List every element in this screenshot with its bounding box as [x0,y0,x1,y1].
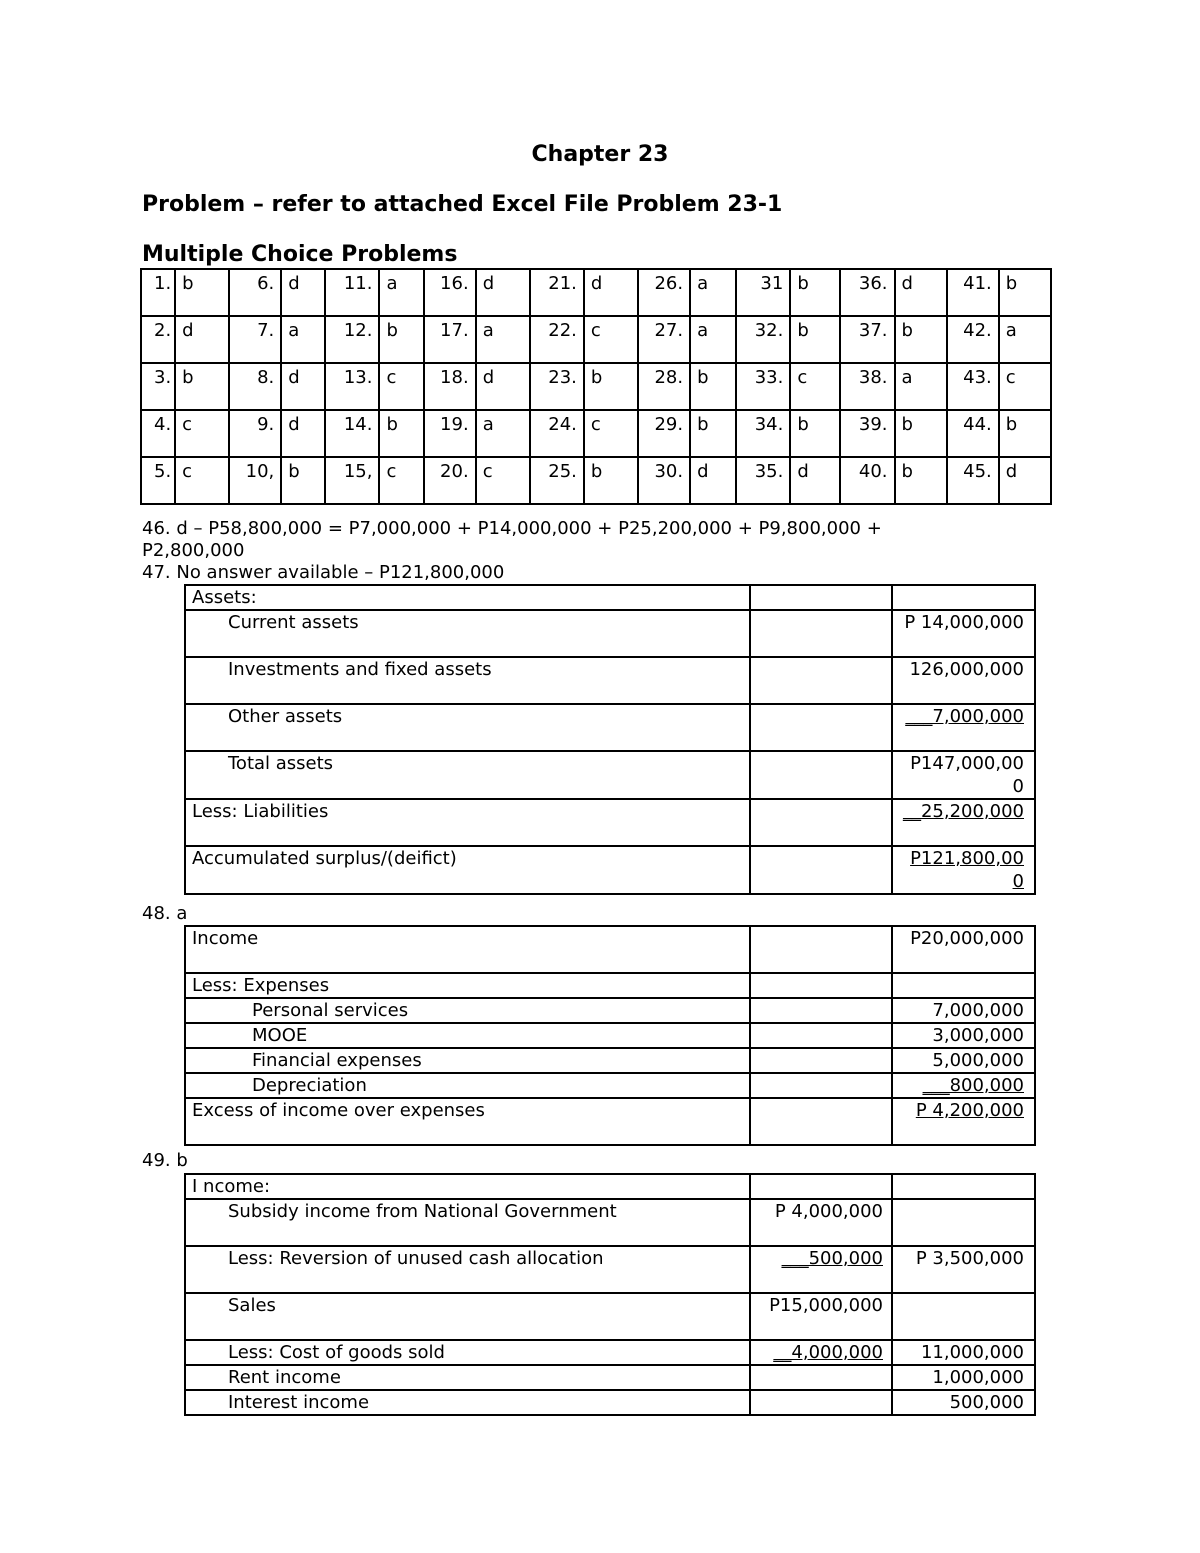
q48-statement-table [184,925,1036,1146]
q49-row-col2 [750,1390,892,1415]
q48-row-col3: P20,000,000 [892,926,1035,973]
q47-row-label: Total assets [185,751,750,799]
question-number: 12. [325,316,379,363]
q48-row-col2 [750,998,892,1023]
question-number: 17. [424,316,476,363]
question-number: 24. [530,410,584,457]
answer-letter: a [476,410,530,457]
question-number: 14. [325,410,379,457]
question-number: 29. [638,410,690,457]
answer-letter: a [690,316,736,363]
question-number: 16. [424,269,476,316]
answer-letter: b [790,269,840,316]
question-number: 45. [947,457,999,504]
answer-letter: b [999,269,1051,316]
q48-row-col2 [750,1073,892,1098]
q49-row-col3 [892,1174,1035,1199]
question-number: 5. [141,457,175,504]
question-number: 39. [840,410,894,457]
answer-letter: c [175,457,229,504]
multiple-choice-answer-table [140,268,1052,505]
answer-letter: b [584,457,638,504]
q47-row-col3: __25,200,000 [892,799,1035,846]
q48-row-col3 [892,973,1035,998]
answer-letter: b [175,269,229,316]
answer-letter: d [790,457,840,504]
q48-row-col2 [750,1048,892,1073]
q47-row-col2 [750,846,892,894]
q48-row-label: MOOE [185,1023,750,1048]
q49-row-col2: P 4,000,000 [750,1199,892,1246]
question-number: 30. [638,457,690,504]
answer-letter: a [379,269,423,316]
q47-row-label: Current assets [185,610,750,657]
question-number: 13. [325,363,379,410]
question-number: 42. [947,316,999,363]
q49-row-label: Less: Reversion of unused cash allocation [185,1246,750,1293]
q47-row-col2 [750,657,892,704]
answer-letter: b [790,410,840,457]
q48-row-col2 [750,973,892,998]
answer-letter: d [895,269,947,316]
question-number: 8. [229,363,281,410]
q46-answer-line1: 46. d – P58,800,000 = P7,000,000 + P14,000,000 + P25,200,000 + P9,800,000 + [142,518,882,539]
question-number: 7. [229,316,281,363]
q47-row-label: Accumulated surplus/(deifict) [185,846,750,894]
question-number: 25. [530,457,584,504]
answer-letter: b [895,410,947,457]
mc-row [141,269,1051,316]
q49-row-col3 [892,1293,1035,1340]
question-number: 31 [736,269,790,316]
q49-row-label: Interest income [185,1390,750,1415]
q47-statement-table [184,584,1036,895]
mc-row [141,363,1051,410]
question-number: 26. [638,269,690,316]
multiple-choice-heading: Multiple Choice Problems [142,242,458,267]
mc-row [141,410,1051,457]
q47-row-col2 [750,799,892,846]
q48-row-label: Personal services [185,998,750,1023]
answer-letter: d [999,457,1051,504]
q49-row-col2: __4,000,000 [750,1340,892,1365]
q47-row-label: Less: Liabilities [185,799,750,846]
mc-row [141,316,1051,363]
question-number: 19. [424,410,476,457]
q49-row-label: Less: Cost of goods sold [185,1340,750,1365]
q49-row-col3: 500,000 [892,1390,1035,1415]
q47-row-col3: ___7,000,000 [892,704,1035,751]
q47-heading: 47. No answer available – P121,800,000 [142,562,505,583]
question-number: 43. [947,363,999,410]
q49-row-col3: P 3,500,000 [892,1246,1035,1293]
answer-letter: b [790,316,840,363]
q48-row-label: Depreciation [185,1073,750,1098]
question-number: 18. [424,363,476,410]
question-number: 4. [141,410,175,457]
answer-letter: c [584,316,638,363]
question-number: 3. [141,363,175,410]
q49-statement-table [184,1173,1036,1416]
answer-letter: b [690,410,736,457]
answer-letter: b [175,363,229,410]
question-number: 9. [229,410,281,457]
answer-letter: a [999,316,1051,363]
question-number: 21. [530,269,584,316]
answer-letter: c [175,410,229,457]
q48-heading: 48. a [142,903,188,924]
q47-row-col3: 126,000,000 [892,657,1035,704]
answer-letter: b [895,457,947,504]
answer-letter: d [690,457,736,504]
question-number: 6. [229,269,281,316]
question-number: 33. [736,363,790,410]
answer-letter: d [281,410,325,457]
q49-row-col2 [750,1365,892,1390]
question-number: 1. [141,269,175,316]
q49-row-label: I ncome: [185,1174,750,1199]
q49-row-label: Rent income [185,1365,750,1390]
question-number: 41. [947,269,999,316]
question-number: 27. [638,316,690,363]
q48-row-col3: P 4,200,000 [892,1098,1035,1145]
answer-letter: d [175,316,229,363]
answer-letter: c [584,410,638,457]
q49-row-col2: P15,000,000 [750,1293,892,1340]
q49-row-col3: 1,000,000 [892,1365,1035,1390]
q47-row-label: Assets: [185,585,750,610]
question-number: 34. [736,410,790,457]
q48-row-col2 [750,1023,892,1048]
q49-row-label: Subsidy income from National Government [185,1199,750,1246]
q49-row-col3 [892,1199,1035,1246]
answer-letter: a [476,316,530,363]
question-number: 2. [141,316,175,363]
question-number: 44. [947,410,999,457]
q47-row-label: Other assets [185,704,750,751]
answer-letter: a [690,269,736,316]
question-number: 15, [325,457,379,504]
answer-letter: b [281,457,325,504]
answer-letter: b [895,316,947,363]
q46-answer-line2: P2,800,000 [142,540,245,561]
answer-letter: c [379,457,423,504]
answer-letter: c [790,363,840,410]
q49-row-col3: 11,000,000 [892,1340,1035,1365]
question-number: 10, [229,457,281,504]
q48-row-col3: ___800,000 [892,1073,1035,1098]
question-number: 37. [840,316,894,363]
q47-row-col3: P 14,000,000 [892,610,1035,657]
q48-row-col3: 5,000,000 [892,1048,1035,1073]
q47-row-col2 [750,610,892,657]
answer-letter: c [476,457,530,504]
question-number: 23. [530,363,584,410]
answer-letter: b [999,410,1051,457]
q47-row-col2 [750,585,892,610]
question-number: 36. [840,269,894,316]
q48-row-col3: 3,000,000 [892,1023,1035,1048]
mc-row [141,457,1051,504]
answer-letter: a [281,316,325,363]
q47-row-col3: P121,800,000 [892,846,1035,894]
answer-letter: d [584,269,638,316]
question-number: 20. [424,457,476,504]
question-number: 11. [325,269,379,316]
answer-letter: b [379,316,423,363]
q48-row-label: Income [185,926,750,973]
answer-letter: d [281,363,325,410]
q49-row-label: Sales [185,1293,750,1340]
q48-row-label: Less: Expenses [185,973,750,998]
answer-letter: d [476,269,530,316]
q47-row-col3 [892,585,1035,610]
question-number: 38. [840,363,894,410]
q48-row-col2 [750,926,892,973]
q47-row-col2 [750,704,892,751]
answer-letter: b [690,363,736,410]
q47-row-col3: P147,000,000 [892,751,1035,799]
chapter-title: Chapter 23 [531,142,669,167]
answer-letter: c [999,363,1051,410]
question-number: 22. [530,316,584,363]
answer-letter: b [584,363,638,410]
q47-row-label: Investments and fixed assets [185,657,750,704]
question-number: 35. [736,457,790,504]
answer-letter: d [281,269,325,316]
answer-letter: a [895,363,947,410]
question-number: 40. [840,457,894,504]
q48-row-label: Excess of income over expenses [185,1098,750,1145]
q49-row-col2: ___500,000 [750,1246,892,1293]
answer-letter: c [379,363,423,410]
answer-letter: b [379,410,423,457]
problem-heading: Problem – refer to attached Excel File Problem 23-1 [142,192,783,217]
q49-row-col2 [750,1174,892,1199]
q49-heading: 49. b [142,1150,188,1171]
question-number: 32. [736,316,790,363]
q48-row-col3: 7,000,000 [892,998,1035,1023]
q48-row-col2 [750,1098,892,1145]
q48-row-label: Financial expenses [185,1048,750,1073]
q47-row-col2 [750,751,892,799]
question-number: 28. [638,363,690,410]
answer-letter: d [476,363,530,410]
